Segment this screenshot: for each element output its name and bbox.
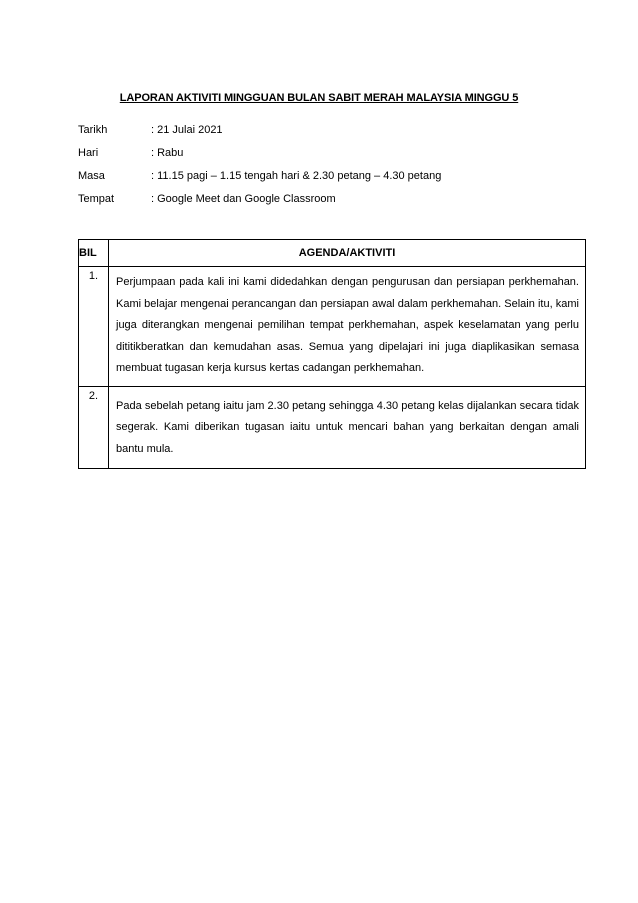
table-header-row: [79, 240, 586, 267]
detail-value: : Rabu: [151, 147, 184, 159]
detail-label: Masa: [78, 170, 105, 182]
table-row: [79, 386, 586, 469]
detail-label: Hari: [78, 147, 99, 159]
row-number: 1.: [79, 267, 109, 387]
row-number: 2.: [79, 386, 109, 469]
column-header-bil: BIL: [79, 240, 109, 267]
detail-label: Tarikh: [78, 124, 108, 136]
column-header-agenda: AGENDA/AKTIVITI: [109, 240, 586, 267]
detail-value: : 21 Julai 2021: [151, 124, 223, 136]
report-title: LAPORAN AKTIVITI MINGGUAN BULAN SABIT MERAH MALAYSIA MINGGU 5: [119, 92, 519, 104]
detail-value: : 11.15 pagi – 1.15 tengah hari & 2.30 petang – 4.30 petang: [151, 170, 442, 182]
table-row: [79, 267, 586, 387]
detail-value: : Google Meet dan Google Classroom: [151, 193, 336, 205]
row-activity-text: Pada sebelah petang iaitu jam 2.30 petang sehingga 4.30 petang kelas dijalankan secara tidak segerak. Kami diberikan tugasan iaitu untuk mencari bahan yang berkaitan dengan amali bantu mula.: [109, 386, 586, 469]
row-activity-text: Perjumpaan pada kali ini kami didedahkan dengan pengurusan dan persiapan perkhemahan. Kami belajar mengenai perancangan dan persiapan awal dalam perkhemahan. Selain itu, kami juga diterangkan mengenai pemilihan tempat perkhemahan, aspek keselamatan yang perlu dititikberatkan dan kemudahan asas. Semua yang dipelajari ini juga diaplikasikan semasa membuat tugasan kerja kursus kertas cadangan perkhemahan.: [109, 267, 586, 387]
detail-label: Tempat: [78, 193, 115, 205]
agenda-table: [78, 239, 586, 469]
